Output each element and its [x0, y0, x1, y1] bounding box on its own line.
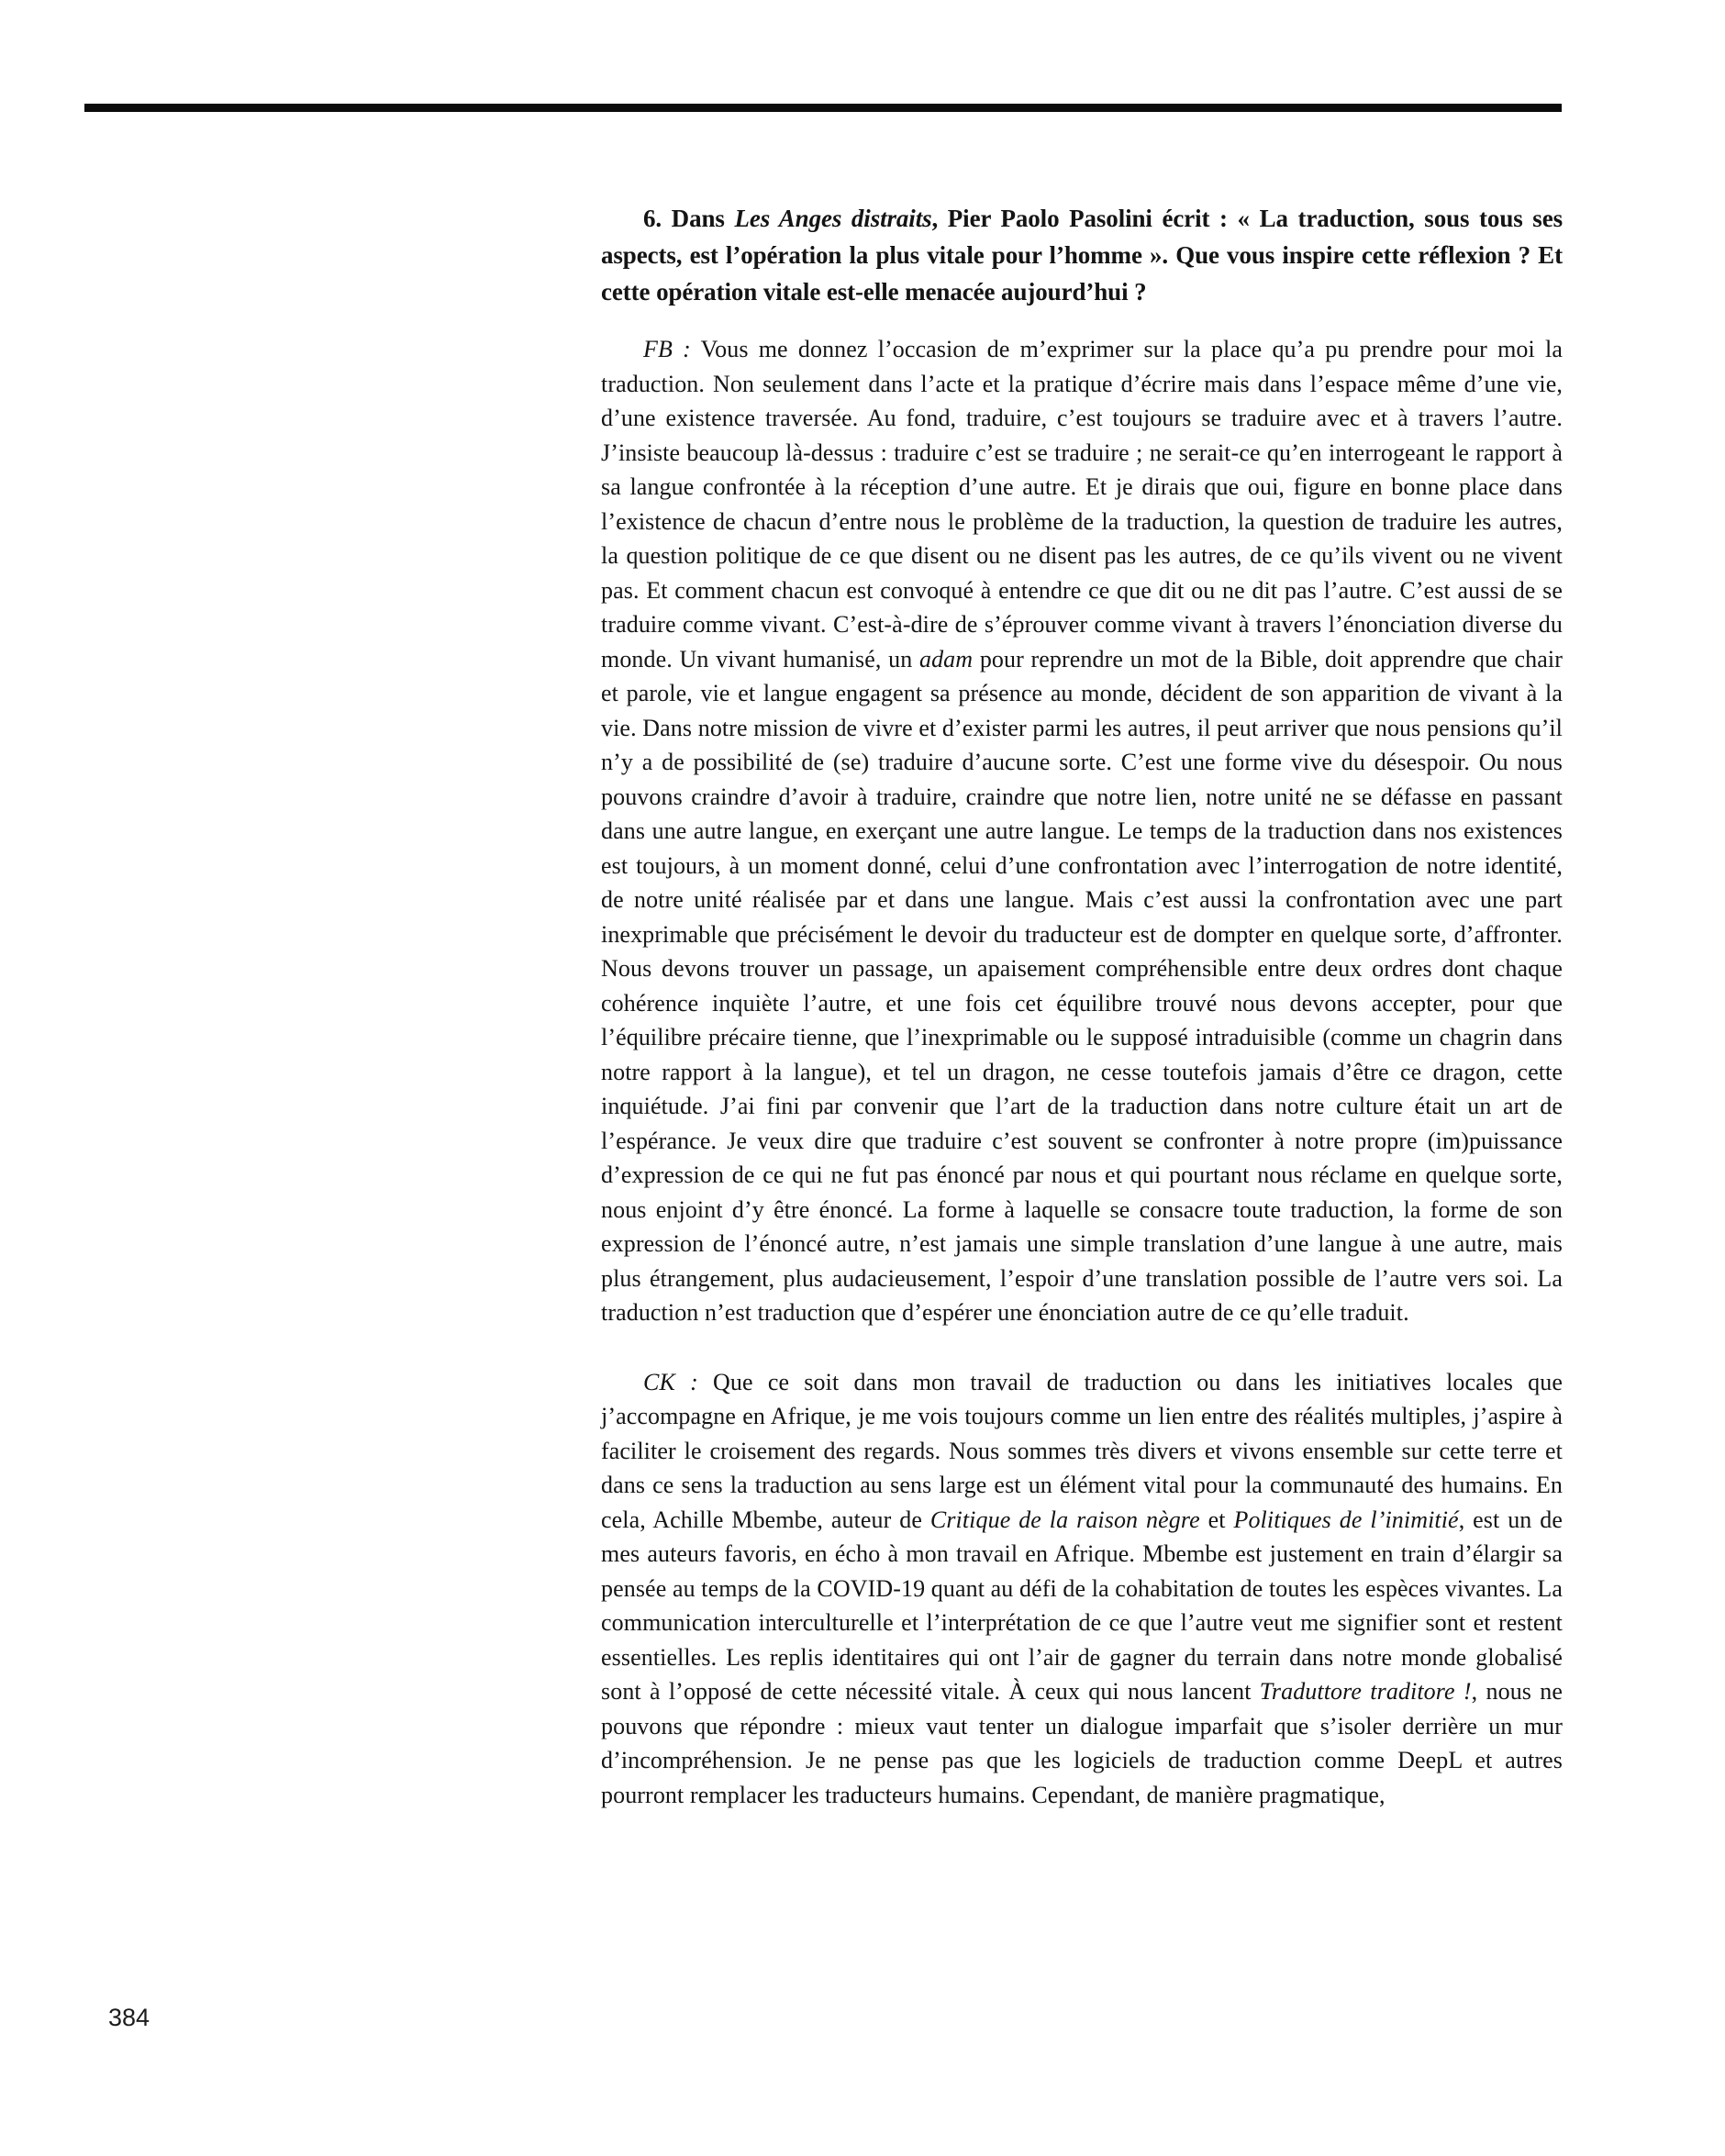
answer-paragraph-ck: CK : Que ce soit dans mon travail de traduction ou dans les initiatives locales que j’accompagne en Afrique, je me vois toujours comme un lien entre des réalités multiples, j’aspire à faciliter le croisement des regards. Nous sommes très divers et vivons ensemble sur cette terre et dans ce sens la traduction au sens large est un élément vital pour la communauté des humains. En cela, Achille Mbembe, auteur de Critique de la raison nègre et Politiques de l’inimitié, est un de mes auteurs favoris, en écho à mon travail en Afrique. Mbembe est justement en train d’élargir sa pensée au temps de la COVID-19 quant au défi de la cohabitation de toutes les espèces vivantes. La communication interculturelle et l’interprétation de ce que l’autre veut me signifier sont et restent essentielles. Les replis identitaires qui ont l’air de gagner du terrain dans notre monde globalisé sont à l’opposé de cette nécessité vitale. À ceux qui nous lancent Traduttore traditore !, nous ne pouvons que répondre : mieux vaut tenter un dialogue imparfait que s’isoler derrière un mur d’incompréhension. Je ne pense pas que les logiciels de traduction comme DeepL et autres pourront remplacer les traducteurs humains. Cependant, de manière pragmatique,	[601, 1368, 1564, 1808]
answer-paragraph-fb: FB : Vous me donnez l’occasion de m’exprimer sur la place qu’a pu prendre pour moi la traduction. Non seulement dans l’acte et la pratique d’écrire mais dans l’espace même d’une vie, d’une existence traversée. Au fond, traduire, c’est toujours se traduire avec et à travers l’autre. J’insiste beaucoup là-dessus : traduire c’est se traduire ; ne serait-ce qu’en interrogeant le rapport à sa langue confrontée à la réception d’une autre. Et je dirais que oui, figure en bonne place dans l’existence de chacun d’entre nous le problème de la traduction, la question de traduire les autres, la question politique de ce que disent ou ne disent pas les autres, de ce qu’ils vivent ou ne vivent pas. Et comment chacun est convoqué à entendre ce que dit ou ne dit pas l’autre. C’est aussi de se traduire comme vivant. C’est-à-dire de s’éprouver comme vivant à travers l’énonciation diverse du monde. Un vivant humanisé, un adam pour reprendre un mot de la Bible, doit apprendre que chair et parole, vie et langue engagent sa présence au monde, décident de son apparition de vivant à la vie. Dans notre mission de vivre et d’exister parmi les autres, il peut arriver que nous pensions qu’il n’y a de possibilité de (se) traduire d’aucune sorte. C’est une forme vive du désespoir. Ou nous pouvons craindre d’avoir à traduire, craindre que notre lien, notre unité ne se défasse en passant dans une autre langue, en exerçant une autre langue. Le temps de la traduction dans nos existences est toujours, à un moment donné, celui d’une confrontation avec l’interrogation de notre identité, de notre unité réalisée par et dans une langue. Mais c’est aussi la confrontation avec une part inexprimable que précisément le devoir du traducteur est de dompter en quelque sorte, d’affronter. Nous devons trouver un passage, un apaisement compréhensible entre deux ordres dont chaque cohérence inquiète l’autre, et une fois cet équilibre trouvé nous devons accepter, pour que l’équilibre précaire tienne, que l’inexprimable ou le supposé intraduisible (comme un chagrin dans notre rapport à la langue), et tel un dragon, ne cesse toutefois jamais d’être ce dragon, cette inquiétude. J’ai fini par convenir que l’art de la traduction dans notre culture était un art de l’espérance. Je veux dire que traduire c’est souvent se confronter à notre propre (im)puissance d’expression de ce qui ne fut pas énoncé par nous et qui pourtant nous réclame en quelque sorte, nous enjoint d’y être énoncé. La forme à laquelle se consacre toute traduction, la forme de son expression de l’énoncé autre, n’est jamais une simple translation d’une langue à une autre, mais plus étrangement, plus audacieusement, l’espoir d’une translation possible de l’autre vers soi. La traduction n’est traduction que d’espérer une énonciation autre de ce qu’elle traduit.	[601, 336, 1563, 1326]
text-column	[601, 200, 1563, 1812]
header-rule	[84, 104, 1562, 112]
page-number: 384	[108, 2004, 150, 2031]
interview-question: 6. Dans Les Anges distraits, Pier Paolo Pasolini écrit : « La traduction, sous tous ses aspects, est l’opération la plus vitale pour l’homme ». Que vous inspire cette réflexion ? Et cette opération vitale est-elle menacée aujourd’hui ?	[601, 205, 1563, 306]
